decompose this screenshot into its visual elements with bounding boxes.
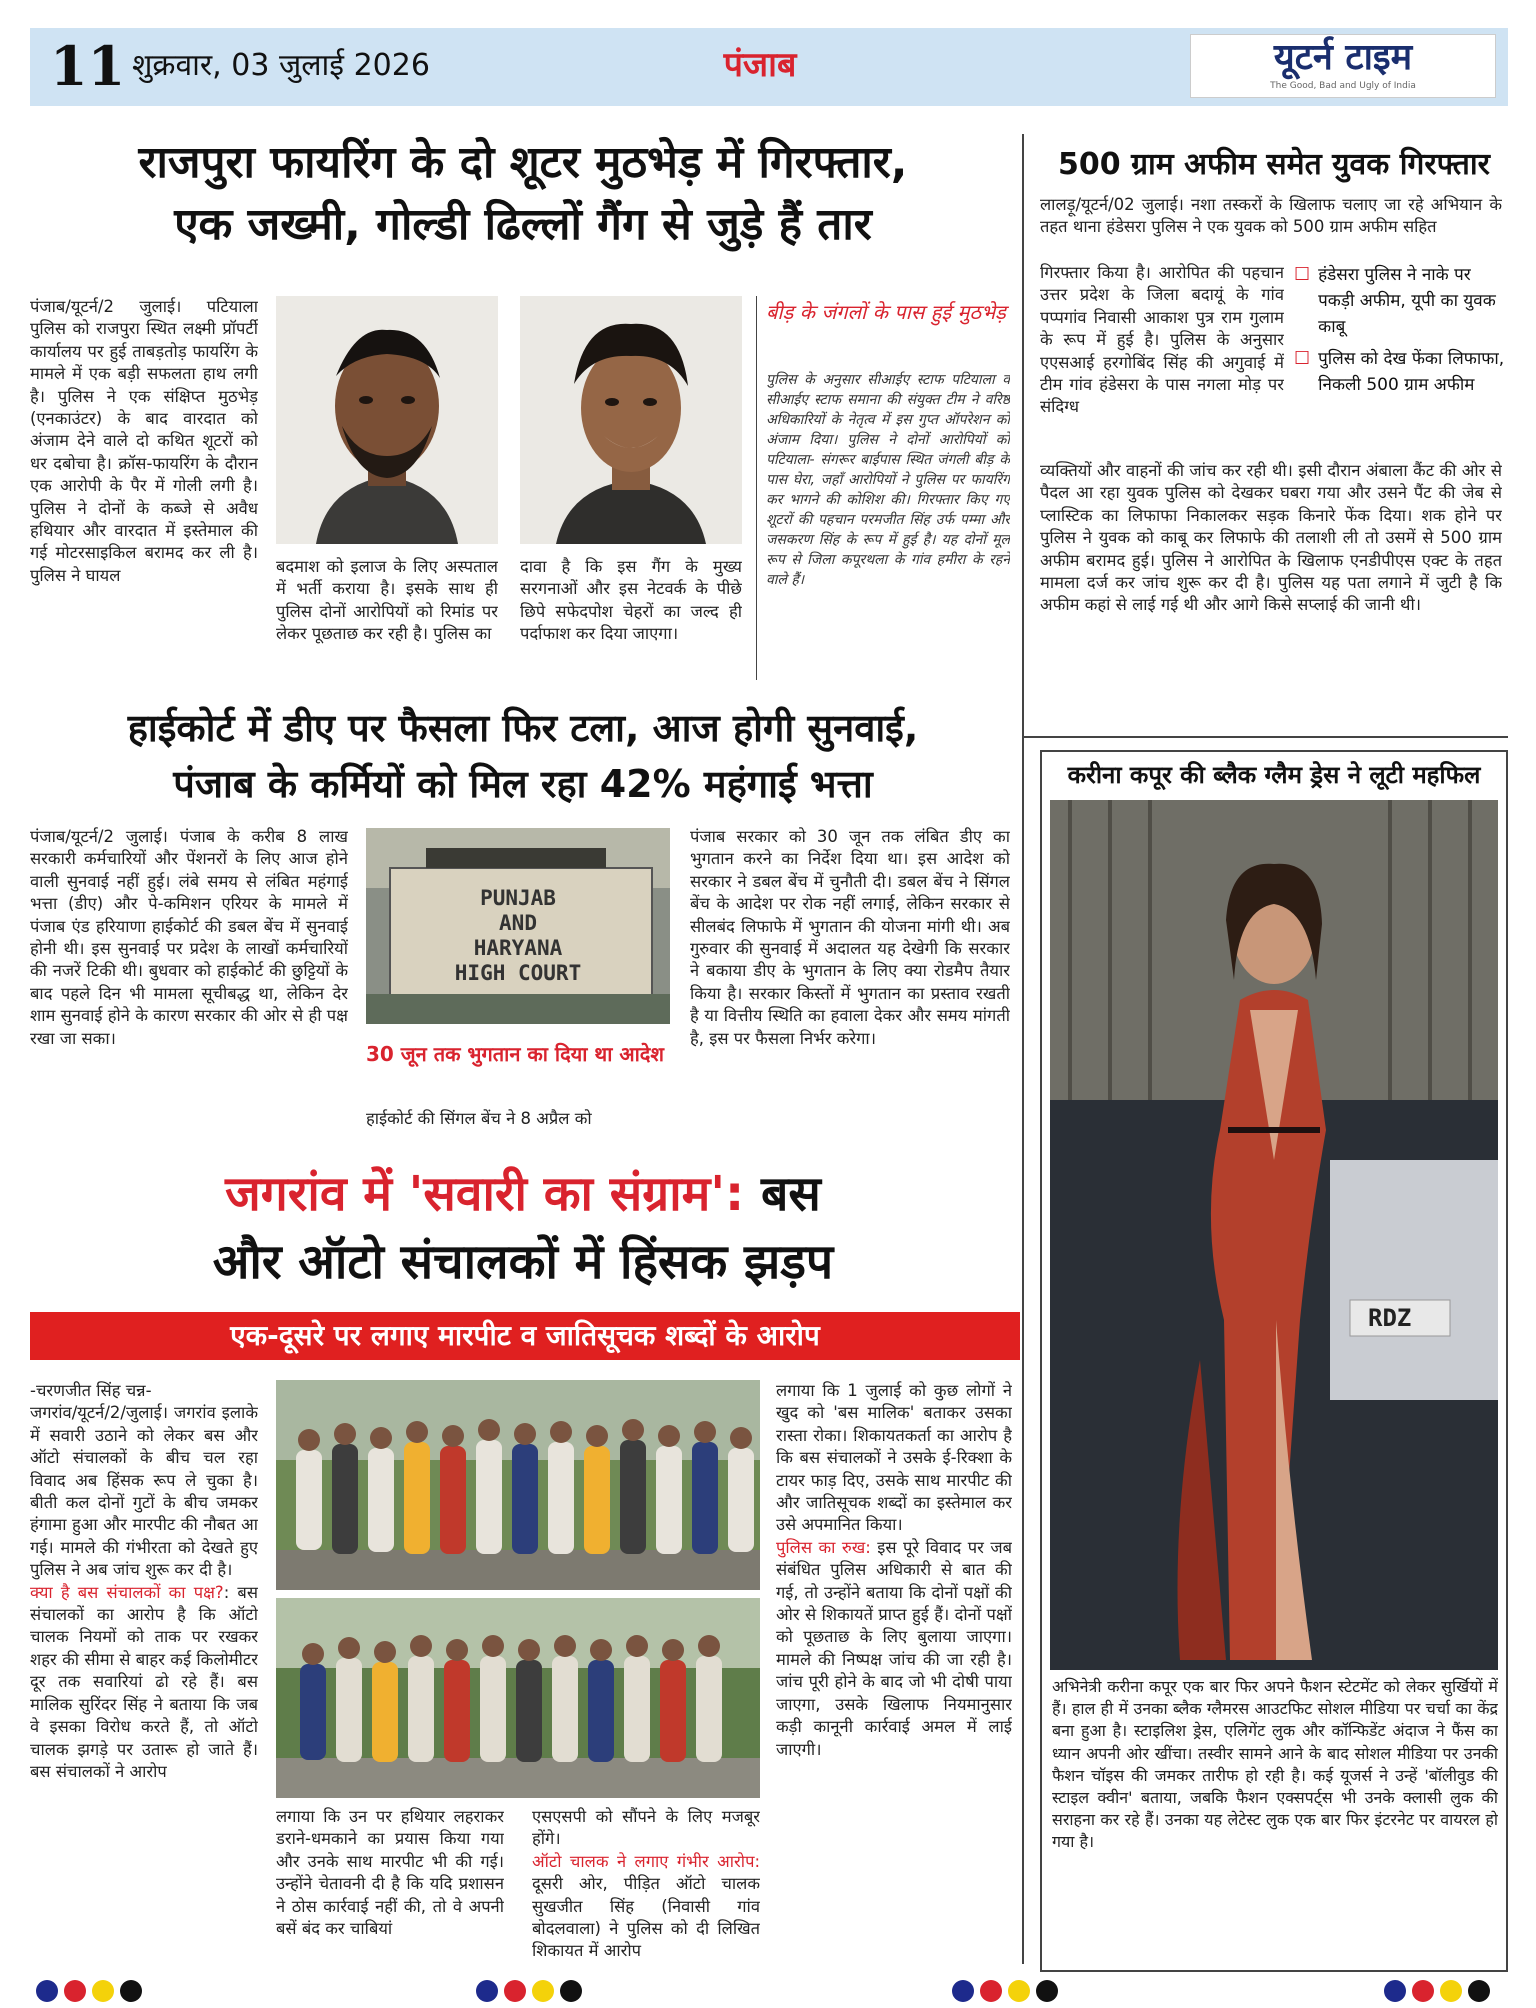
registration-dot [64,1980,86,2002]
story1-column-2: बदमाश को इलाज के लिए अस्पताल में भर्ती कराया है। इसके साथ ही पुलिस दोनों आरोपियों को रिमांड पर लेकर पूछताछ कर रही है। पुलिस का [276,557,498,644]
registration-dot [560,1980,582,2002]
court-sign-line: PUNJAB [480,886,556,910]
story-separator [1022,736,1508,738]
registration-marks [1384,1980,1490,2002]
checkbox-icon: ☐ [1294,348,1311,369]
story3-column-1: पंजाब/यूटर्न/2 जुलाई। पंजाब के करीब 8 लाख सरकारी कर्मचारियों और पेंशनरों के लिए आज होने वाली सुनवाई नहीं हुई। लंबे समय से लंबित महंगाई भत्ता (डीए) और पे-कमिशन एरियर के मामले में पंजाब एंड हरियाणा हाईकोर्ट की डबल बेंच में सुनवाई होनी थी। इस सुनवाई पर प्रदेश के लाखों कर्मचारियों की नजरें टिकी थी। बुधवार को हाईकोर्ट की छुट्टियों के बाद पहले दिन भी मामला सूचीबद्ध था, लेकिन देर शाम सुनवाई होने के कारण सरकार की ओर से ही पक्ष रखा जा सका। [30,827,348,1048]
story1-column-1: पंजाब/यूटर्न/2 जुलाई। पटियाला पुलिस को राजपुरा स्थित लक्ष्मी प्रॉपर्टी कार्यालय पर हुई ताबड़तोड़ फायरिंग के मामले में एक बड़ी सफलता हाथ लगी है। पुलिस ने एक संक्षिप्त मुठभेड़ (एनकाउंटर) के बाद वारदात को अंजाम देने वाले दो कथित शूटरों को धर दबोचा है। क्रॉस-फायरिंग के दौरान एक आरोपी के पैर में गोली लगी है। पुलिस ने दोनों के कब्जे से अवैध हथियार और वारदात में इस्तेमाल की गई मोटरसाइकिल बरामद कर ली है। पुलिस ने घायल [30,297,258,585]
registration-dot [504,1980,526,2002]
story4-headline-line2: और ऑटो संचालकों में हिंसक झड़प [212,1234,834,1290]
registration-dot [92,1980,114,2002]
story4-column-3-top: एसएसपी को सौंपने के लिए मजबूर होंगे। [532,1807,760,1849]
story4-column-4 [776,1380,1012,1972]
registration-dot [1384,1980,1406,2002]
logo-text: यूटर्न टाइम [1273,37,1413,78]
story5-text: अभिनेत्री करीना कपूर एक बार फिर अपने फैशन स्टेटमेंट को लेकर सुर्खियों में हैं। हाल ही में उनका ब्लैक ग्लैमरस आउटफिट सोशल मीडिया पर चर्चा का केंद्र बना हुआ है। स्टाइलिश ड्रेस, एलिगेंट लुक और कॉन्फिडेंट अंदाज ने फैंस का ध्यान अपनी ओर खींचा। तस्वीर सामने आने के बाद सोशल मीडिया पर उनकी फैशन चॉइस की जमकर तारीफ हो रही है। कई यूजर्स ने उन्हें 'बॉलीवुड की स्टाइल क्वीन' बताया, जबकि फैशन एक्सपर्ट्स भी उनके क्लासी लुक की सराहना कर रहे हैं। उनका यह लेटेस्ट लुक एक बार फिर इंटरनेट पर वायरल हो गया है। [1052,1677,1498,1852]
section-title: पंजाब [723,45,797,85]
shooter-photo-2 [520,296,742,544]
kareena-photo [1050,800,1498,1670]
column-divider [756,296,757,680]
right-column-divider [1022,134,1024,1964]
story2-headline: 500 ग्राम अफीम समेत युवक गिरफ्तार [1058,147,1490,182]
group-photo-1 [276,1380,760,1590]
court-sign-line: HARYANA [473,936,563,960]
story4-column-4-text: लगाया कि 1 जुलाई को कुछ लोगों ने खुद को 'बस मालिक' बताकर उसका रास्ता रोका। शिकायतकर्ता का आरोप है कि बस संचालकों ने उसके ई-रिक्शा के टायर फाड़ दिए, उसके साथ मारपीट की और जातिसूचक शब्दों का इस्तेमाल कर उसे अपमानित किया। [776,1381,1012,1535]
story4-banner: एक-दूसरे पर लगाए मारपीट व जातिसूचक शब्दों के आरोप [30,1312,1020,1360]
newspaper-logo [1190,34,1496,98]
page-number: 11 [50,34,126,98]
story2-text-top: लालड़ू/यूटर्न/02 जुलाई। नशा तस्करों के खिलाफ चलाए जा रहे अभियान के तहत थाना हंडेसरा पुलिस ने एक युवक को 500 ग्राम अफीम सहित [1040,195,1502,237]
registration-dot [120,1980,142,2002]
story4-headline-red: जगरांव में 'सवारी का संग्राम': [225,1166,745,1222]
story4-col3-rest: दूसरी ओर, पीड़ित ऑटो चालक सुखजीत सिंह (निवासी गांव बोदलवाला) ने पुलिस को दी लिखित शिकायत में आरोप [532,1874,760,1961]
story1-headline [28,132,1018,256]
story3-headline-line1: हाईकोर्ट में डीए पर फैसला फिर टला, आज होगी सुनवाई, [127,706,919,750]
story4-column-3-para [532,1851,760,1963]
story4-col1-subhead: क्या है बस संचालकों का पक्ष? [30,1582,224,1602]
story4-headline [28,1160,1018,1296]
registration-dot [980,1980,1002,2002]
car-plate: RDZ [1368,1304,1412,1332]
registration-dot [1440,1980,1462,2002]
bullet-item [1294,346,1506,398]
story4-column-1-para [30,1582,258,1784]
checkbox-icon: ☐ [1294,264,1311,285]
shooter-photo-1 [276,296,498,544]
story4-col4-rest: इस पूरे विवाद पर जब संबंधित पुलिस अधिकारी से बात की गई, तो उन्होंने बताया कि दोनों पक्षों की ओर से शिकायतें प्राप्त हुई हैं। दोनों पक्षों को पूछताछ के लिए बुलाया जाएगा। मामले की निष्पक्ष जांच की जा रही है। जांच पूरी होने के बाद जो भी दोषी पाया जाएगा, उसके खिलाफ नियमानुसार कड़ी कानूनी कार्रवाई अमल में लाई जाएगी। [776,1537,1012,1759]
story4-column-3 [532,1806,760,1972]
story1-headline-line1: राजपुरा फायरिंग के दो शूटर मुठभेड़ में गिरफ्तार, [138,137,908,188]
story3-subhead: 30 जून तक भुगतान का दिया था आदेश [366,1042,665,1066]
story5-headline: करीना कपूर की ब्लैक ग्लैम ड्रेस ने लूटी महफिल [1067,761,1481,789]
registration-dot [1036,1980,1058,2002]
high-court-photo [366,828,670,1024]
court-sign [366,886,670,986]
story3-headline-line2: पंजाब के कर्मियों को मिल रहा 42% महंगाई भत्ता [173,762,873,806]
story4-col4-subhead: पुलिस का रुख: [776,1537,871,1557]
registration-dot [1468,1980,1490,2002]
story1-side-text: पुलिस के अनुसार सीआईए स्टाफ पटियाला व सीआईए स्टाफ समाना की संयुक्त टीम ने वरिष्ठ अधिकारियों के नेतृत्व में इस गुप्त ऑपरेशन को अंजाम दिया। पुलिस ने दोनों आरोपियों को पटियाला- संगरूर बाईपास स्थित जंगली बीड़ के पास घेरा, जहाँ आरोपियों ने पुलिस पर फायरिंग कर भागने की कोशिश की। गिरफ्तार किए गए शूटरों की पहचान परमजीत सिंह उर्फ पम्मा और जसकरण सिंह के रूप में हुई है। यह दोनों मूल रूप से जिला कपूरथला के गांव हमीरा के रहने वाले हैं। [766,372,1010,588]
story3-headline [28,700,1018,812]
story2-text-left: गिरफ्तार किया है। आरोपित की पहचान उत्तर प्रदेश के जिला बदायूं के गांव पप्पगांव निवासी आकाश पुत्र राम गुलाम के रूप में हुई है। पुलिस के अनुसार एएसआई हरगोबिंद सिंह की अगुवाई में टीम गांव हंडेसरा के पास नगला मोड़ पर संदिग्ध [1040,263,1284,417]
group-photo-2 [276,1598,760,1798]
story4-headline-line1 [28,1160,1018,1228]
story2-text-bottom: व्यक्तियों और वाहनों की जांच कर रही थी। इसी दौरान अंबाला कैंट की ओर से पैदल आ रहा युवक पुलिस को देखकर घबरा गया और उसने पैंट की जेब से प्लास्टिक का लिफाफा निकालकर सड़क किनारे फेंक दिया। शक होने पर पुलिस ने युवक को काबू कर लिफाफे की तलाशी ली तो उसमें से 500 ग्राम अफीम बरामद हुई। पुलिस ने आरोपित के खिलाफ एनडीपीएस एक्ट के तहत मामला दर्ज कर जांच शुरू कर दी है। पुलिस यह पता लगाने में जुटी है कि अफीम कहां से लाई गई थी और आगे किसे सप्लाई की जानी थी। [1040,461,1502,615]
story4-column-4-para [776,1537,1012,1761]
registration-marks [36,1980,142,2002]
court-sign-line: HIGH COURT [454,961,582,985]
issue-date: शुक्रवार, 03 जुलाई 2026 [132,48,430,83]
registration-marks [952,1980,1058,2002]
story4-column-2: लगाया कि उन पर हथियार लहराकर डराने-धमकाने का प्रयास किया गया और उनके साथ मारपीट भी की गई। उन्होंने चेतावनी दी है कि यदि प्रशासन ने ठोस कार्रवाई नहीं की, तो वे अपनी बसें बंद कर चाबियां [276,1807,504,1939]
registration-dot [1412,1980,1434,2002]
story2-bullets [1294,262,1506,398]
byline: -चरणजीत सिंह चन्न- [30,1381,152,1400]
registration-dot [476,1980,498,2002]
story4-column-1 [30,1380,258,1970]
registration-dot [1008,1980,1030,2002]
bullet-text: पुलिस को देख फेंका लिफाफा, निकली 500 ग्राम अफीम [1318,349,1505,395]
story4-col1-rest: : बस संचालकों का आरोप है कि ऑटो चालक नियमों को ताक पर रखकर शहर की सीमा से बाहर कई किलोमीटर दूर तक सवारियां ढो रहे हैं। बस मालिक सुरिंदर सिंह ने बताया कि जब वे इसका विरोध करते हैं, तो ऑटो चालक झगड़े पर उतारू हो जाते हैं। बस संचालकों ने आरोप [30,1582,258,1781]
story4-column-1-text: जगरांव/यूटर्न/2/जुलाई। जगरांव इलाके में सवारी उठाने को लेकर बस और ऑटो संचालकों के बीच चल रहा विवाद अब हिंसक रूप ले चुका है। बीती कल दोनों गुटों के बीच जमकर हंगामा हुआ और मारपीट की नौबत आ गई। मामले की गंभीरता को देखते हुए पुलिस ने अब जांच शुरू कर दी है। [30,1403,258,1580]
story1-column-3: दावा है कि इस गैंग के मुख्य सरगनाओं और इस नेटवर्क के पीछे छिपे सफेदपोश चेहरों का जल्द ही पर्दाफाश कर दिया जाएगा। [520,557,742,644]
bullet-item [1294,262,1506,340]
bullet-text: हंडेसरा पुलिस ने नाके पर पकड़ी अफीम, यूपी का युवक काबू [1318,265,1496,337]
court-sign-line: AND [499,911,537,935]
logo-tagline: The Good, Bad and Ugly of India [1270,81,1416,91]
story4-col3-subhead: ऑटो चालक ने लगाए गंभीर आरोप: [532,1851,760,1871]
story4-headline-black: बस [744,1166,821,1222]
registration-dot [36,1980,58,2002]
story3-column-2: हाईकोर्ट की सिंगल बेंच ने 8 अप्रैल को [366,1109,592,1128]
story3-column-3: पंजाब सरकार को 30 जून तक लंबित डीए का भुगतान करने का निर्देश दिया था। इस आदेश को सरकार ने डबल बेंच में चुनौती दी। डबल बेंच ने सिंगल बेंच के आदेश पर रोक नहीं लगाई, लेकिन सरकार से सीलबंद लिफाफे में भुगतान की योजना मांगी थी। अब गुरुवार की सुनवाई में अदालत यह देखेगी कि सरकार ने बकाया डीए के भुगतान के लिए क्या रोडमैप तैयार किया है। सरकार किस्तों में भुगतान का प्रस्ताव रखती है या वित्तीय स्थिति का हवाला देकर और समय मांगती है, इस पर फैसला निर्भर करेगा। [690,827,1010,1048]
registration-dot [952,1980,974,2002]
registration-dot [532,1980,554,2002]
story1-side-heading: बीड़ के जंगलों के पास हुई मुठभेड़ [766,300,1006,324]
story1-headline-line2: एक जख्मी, गोल्डी ढिल्लों गैंग से जुड़े हैं तार [174,199,872,250]
registration-marks [476,1980,582,2002]
